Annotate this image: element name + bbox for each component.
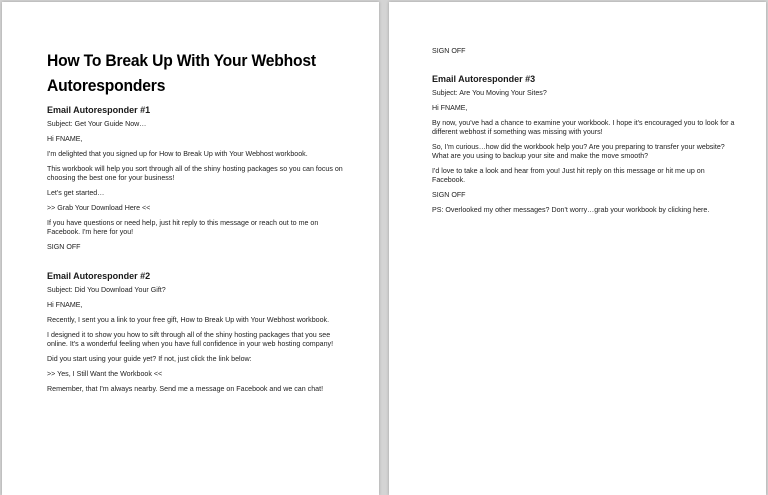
- autoresponder-2-greeting: Hi FNAME,: [47, 301, 83, 309]
- document-page-2: [389, 2, 766, 495]
- section-spacer: [432, 62, 737, 74]
- autoresponder-3-paragraph: So, I'm curious…how did the workbook help you? Are you preparing to transfer your website? What are you using to backup your site and make the move smooth?: [432, 143, 725, 160]
- autoresponder-1-greeting: Hi FNAME,: [47, 135, 83, 143]
- autoresponder-3-subject: Subject: Are You Moving Your Sites?: [432, 89, 547, 97]
- autoresponder-1-subject: Subject: Get Your Guide Now…: [47, 120, 147, 128]
- autoresponder-1: [47, 105, 347, 252]
- autoresponder-3: [432, 74, 737, 215]
- autoresponder-1-paragraph: This workbook will help you sort through all of the shiny hosting packages so you can focus on choosing the best one for your business!: [47, 165, 343, 182]
- page-2-content: [432, 47, 737, 221]
- autoresponder-3-greeting: Hi FNAME,: [432, 104, 468, 112]
- section-spacer: [47, 258, 347, 271]
- autoresponder-2-paragraph: Did you start using your guide yet? If not, just click the link below:: [47, 355, 252, 363]
- document-title: How To Break Up With Your Webhost Autoresponders: [47, 51, 316, 95]
- autoresponder-3-heading: Email Autoresponder #3: [432, 74, 536, 84]
- autoresponder-3-paragraph: By now, you've had a chance to examine your workbook. I hope it's encouraged you to look for a different webhost if something was missing with yours!: [432, 119, 735, 136]
- page-1-content: [47, 48, 347, 400]
- autoresponder-1-signoff: SIGN OFF: [47, 243, 81, 251]
- autoresponder-3-paragraph: I'd love to take a look and hear from you! Just hit reply on this message or hit me up on Facebook.: [432, 167, 705, 184]
- autoresponder-1-download-link-text: >> Grab Your Download Here <<: [47, 204, 151, 212]
- autoresponder-2-paragraph: Recently, I sent you a link to your free gift, How to Break Up with Your Webhost workbook.: [47, 316, 330, 324]
- autoresponder-1-paragraph: Let's get started…: [47, 189, 105, 197]
- autoresponder-1-paragraph: If you have questions or need help, just hit reply to this message or reach out to me on Facebook. I'm here for you!: [47, 219, 319, 236]
- autoresponder-3-signoff: SIGN OFF: [432, 191, 466, 199]
- document-page-1: [2, 2, 379, 495]
- autoresponder-2: [47, 271, 347, 394]
- autoresponder-1-paragraph: I'm delighted that you signed up for How to Break Up with Your Webhost workbook.: [47, 150, 308, 158]
- autoresponder-2-heading: Email Autoresponder #2: [47, 271, 151, 281]
- autoresponder-2-paragraph: I designed it to show you how to sift through all of the shiny hosting packages that you see online. It's a wonderful feeling when you have full confidence in your web hosting company!: [47, 331, 334, 348]
- autoresponder-2-subject: Subject: Did You Download Your Gift?: [47, 286, 166, 294]
- autoresponder-1-heading: Email Autoresponder #1: [47, 105, 151, 115]
- autoresponder-2-workbook-link-text: >> Yes, I Still Want the Workbook <<: [47, 370, 163, 378]
- autoresponder-2-signoff: SIGN OFF: [432, 47, 466, 55]
- autoresponder-3-ps: PS: Overlooked my other messages? Don't worry…grab your workbook by clicking here.: [432, 206, 710, 214]
- autoresponder-2-paragraph: Remember, that I'm always nearby. Send me a message on Facebook and we can chat!: [47, 385, 324, 393]
